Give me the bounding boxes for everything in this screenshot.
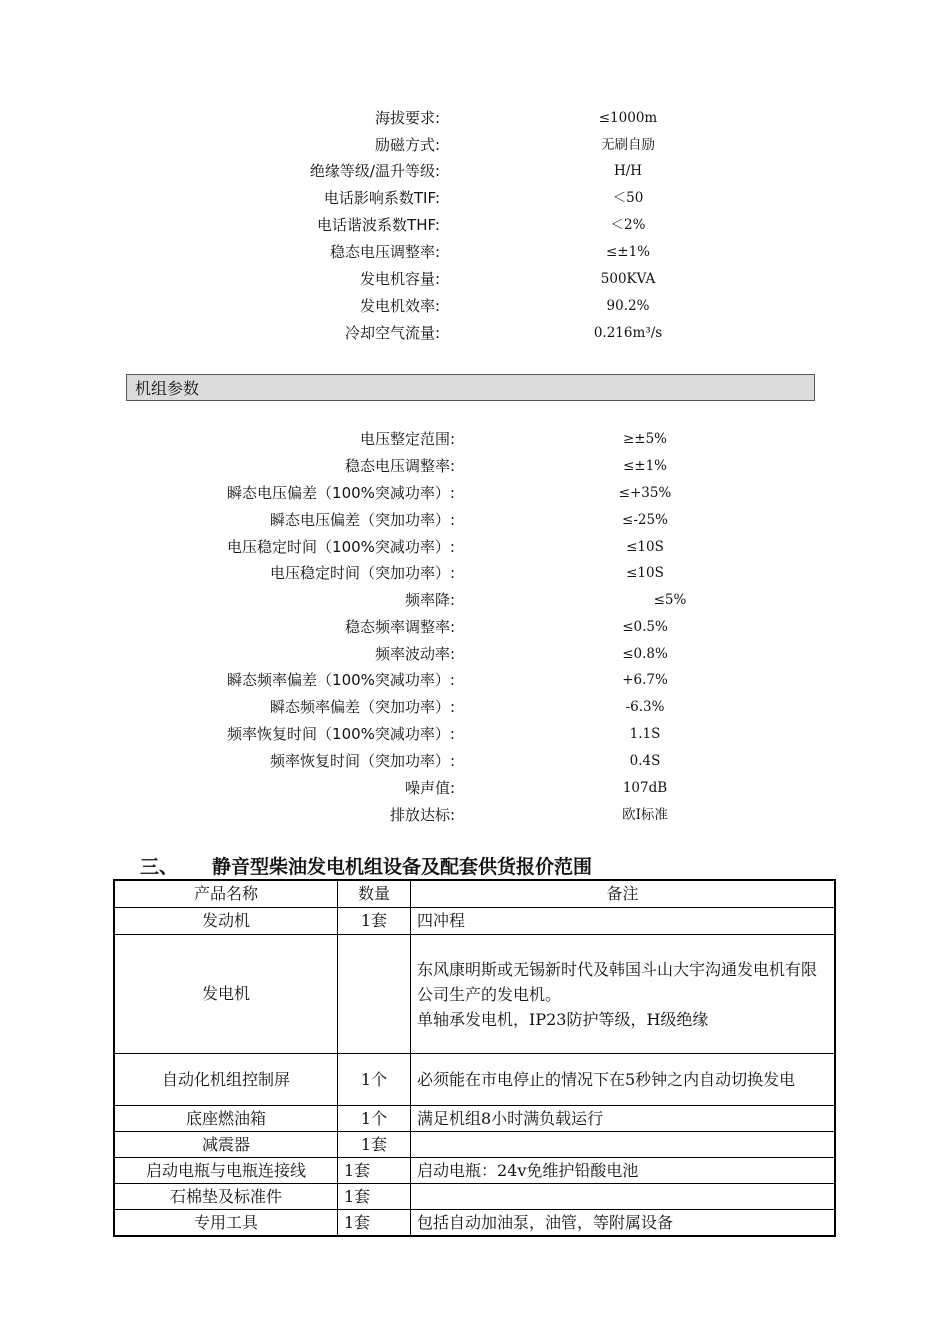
param-row [0, 587, 950, 614]
cell-notes: 包括自动加油泵，油管，等附属设备 [411, 1209, 836, 1236]
param-row [0, 748, 950, 775]
table-row [114, 1131, 835, 1157]
spec-row-airflow [0, 320, 950, 347]
spec-value: 500KVA [600, 271, 656, 287]
spec-row-insulation [0, 158, 950, 185]
spec-label: 励磁方式: [374, 136, 440, 154]
spec-value: ＜50 [612, 190, 644, 206]
cell-notes [411, 1131, 836, 1157]
cell-quantity: 1个 [338, 1105, 411, 1131]
param-label: 频率降: [404, 591, 455, 609]
param-row [0, 775, 950, 802]
spec-label: 电话谐波系数THF: [317, 216, 440, 234]
table-header-row [114, 880, 835, 907]
param-row [0, 641, 950, 668]
param-row [0, 667, 950, 694]
cell-product-name: 石棉垫及标准件 [114, 1183, 338, 1209]
param-label: 排放达标: [389, 806, 455, 824]
cell-quantity: 1套 [338, 1157, 411, 1183]
cell-quantity: 1套 [338, 1131, 411, 1157]
spec-value: ≤±1% [605, 244, 651, 260]
spec-label: 稳态电压调整率: [329, 243, 440, 261]
spec-value: ＜2% [610, 217, 646, 233]
param-value: ≤0.5% [622, 619, 668, 635]
param-label: 电压整定范围: [359, 430, 455, 448]
param-value: ≤+35% [618, 485, 672, 501]
param-row [0, 614, 950, 641]
param-label: 稳态电压调整率: [344, 457, 455, 475]
param-label: 频率恢复时间（100%突减功率）: [227, 725, 455, 743]
param-value: ≤±1% [622, 458, 668, 474]
table-row [114, 1209, 835, 1236]
section-number: 三、 [140, 856, 179, 878]
section-heading [140, 852, 592, 879]
table-row [114, 934, 835, 1053]
table-row [114, 907, 835, 934]
param-value: ≤10S [626, 565, 664, 581]
spec-row-altitude [0, 105, 950, 132]
section-title: 静音型柴油发电机组设备及配套供货报价范围 [212, 856, 593, 878]
cell-quantity: 1套 [338, 1183, 411, 1209]
cell-product-name: 底座燃油箱 [114, 1105, 338, 1131]
param-label: 瞬态电压偏差（100%突减功率）: [227, 484, 455, 502]
param-row [0, 560, 950, 587]
header-quantity: 数量 [338, 880, 411, 907]
param-value: -6.3% [625, 699, 665, 715]
param-label: 噪声值: [404, 779, 455, 797]
spec-label: 发电机效率: [359, 297, 440, 315]
spec-label: 海拔要求: [374, 109, 440, 127]
cell-quantity [338, 934, 411, 1053]
unit-params-banner: 机组参数 [126, 374, 815, 401]
header-notes: 备注 [411, 880, 836, 907]
param-value: ≥±5% [622, 431, 668, 447]
spec-label: 绝缘等级/温升等级: [309, 162, 440, 180]
param-value: 欧Ⅰ标准 [622, 807, 668, 823]
param-row [0, 694, 950, 721]
param-row [0, 426, 950, 453]
cell-notes [411, 934, 836, 1053]
table-row [114, 1183, 835, 1209]
spec-label: 发电机容量: [359, 270, 440, 288]
cell-quantity: 1套 [338, 1209, 411, 1236]
param-row [0, 480, 950, 507]
param-row [0, 721, 950, 748]
table-row [114, 1105, 835, 1131]
spec-label: 电话影响系数TIF: [323, 189, 440, 207]
cell-product-name: 自动化机组控制屏 [114, 1053, 338, 1105]
param-label: 频率恢复时间（突加功率）: [269, 752, 455, 770]
param-value: 1.1S [629, 726, 661, 742]
param-label: 瞬态电压偏差（突加功率）: [269, 511, 455, 529]
param-row [0, 507, 950, 534]
param-label: 电压稳定时间（100%突减功率）: [227, 538, 455, 556]
param-value: ≤10S [626, 539, 664, 555]
cell-product-name: 发动机 [114, 907, 338, 934]
param-row [0, 534, 950, 561]
spec-row-thf [0, 212, 950, 239]
cell-product-name: 发电机 [114, 934, 338, 1053]
cell-notes: 满足机组8小时满负载运行 [411, 1105, 836, 1131]
param-value: 0.4S [629, 753, 661, 769]
spec-value: H/H [613, 163, 643, 179]
spec-value: 90.2% [606, 298, 650, 314]
table-row [114, 1157, 835, 1183]
spec-row-voltage-regulation [0, 239, 950, 266]
cell-product-name: 专用工具 [114, 1209, 338, 1236]
notes-line: 单轴承发电机，IP23防护等级，H级绝缘 [417, 1009, 709, 1029]
param-label: 电压稳定时间（突加功率）: [269, 564, 455, 582]
quote-table [113, 879, 836, 1237]
spec-row-tif [0, 185, 950, 212]
spec-row-excitation [0, 132, 950, 159]
param-label: 瞬态频率偏差（突加功率）: [269, 698, 455, 716]
spec-row-efficiency [0, 293, 950, 320]
param-row [0, 453, 950, 480]
param-value: ≤-25% [622, 512, 668, 528]
header-product-name: 产品名称 [114, 880, 338, 907]
spec-value: ≤1000m [598, 110, 658, 126]
cell-notes: 四冲程 [411, 907, 836, 934]
cell-product-name: 启动电瓶与电瓶连接线 [114, 1157, 338, 1183]
table-row [114, 1053, 835, 1105]
param-value: ≤0.8% [622, 646, 668, 662]
cell-product-name: 减震器 [114, 1131, 338, 1157]
notes-line: 东风康明斯或无锡新时代及韩国斗山大宇沟通发电机有限公司生产的发电机。 [417, 959, 818, 1004]
cell-notes: 启动电瓶：24v免维护铅酸电池 [411, 1157, 836, 1183]
spec-label: 冷却空气流量: [344, 324, 440, 342]
cell-quantity: 1个 [338, 1053, 411, 1105]
spec-row-capacity [0, 266, 950, 293]
spec-value: 0.216m³/s [593, 325, 663, 341]
param-row [0, 802, 950, 829]
cell-notes [411, 1183, 836, 1209]
cell-quantity: 1套 [338, 907, 411, 934]
param-label: 瞬态频率偏差（100%突减功率）: [227, 671, 455, 689]
param-value: ≤5% [653, 592, 687, 608]
param-label: 稳态频率调整率: [344, 618, 455, 636]
param-value: +6.7% [622, 672, 668, 688]
cell-notes: 必须能在市电停止的情况下在5秒钟之内自动切换发电 [411, 1053, 836, 1105]
param-label: 频率波动率: [374, 645, 455, 663]
spec-value: 无刷自励 [601, 137, 655, 153]
param-value: 107dB [622, 780, 668, 796]
